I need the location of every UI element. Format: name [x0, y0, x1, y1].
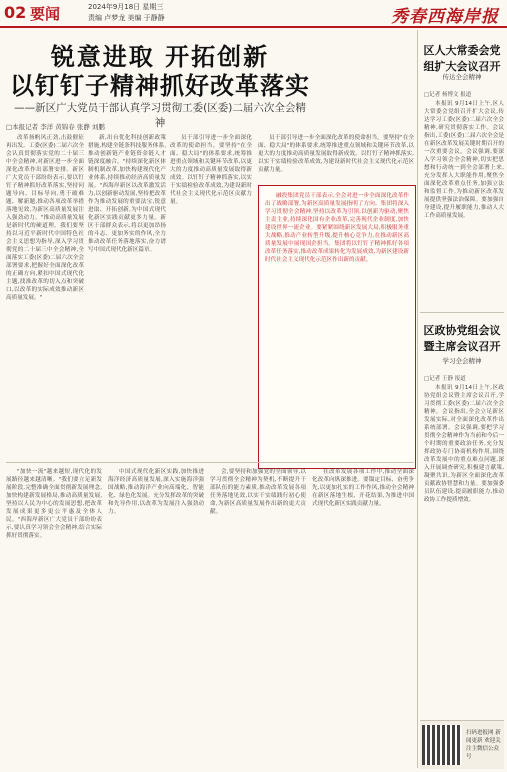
- qr-promo: [420, 720, 504, 769]
- main-headline-line2: 以钉钉子精神抓好改革落实: [10, 72, 310, 100]
- side-article-2-title: 区政协党组会议暨主席会议召开: [423, 324, 501, 353]
- article-column-3: [170, 134, 252, 452]
- article-bottom-col-4: 在改革发展各项工作中,推动全面深化改革向纵深推进。要锚定目标、奋勇争先,以更加扎实的工作作风,推动全会精神在新区落地生根、开花结果,为推进中国式现代化新区实践贡献力量。: [312, 469, 414, 507]
- side-article-1-subtitle: 传达全会精神: [442, 73, 482, 81]
- article-bottom-col-3: 会,要坚持和加强党的全面领导,以学习贯彻全会精神为契机,不断提升干部队伍的能力素质,推动改革发展各项任务落地见效,以实干实绩践行初心使命,为新区高质量发展作出新的更大贡献。: [210, 469, 306, 515]
- editors-line: 责编 卢梦龙 美编 于静静: [88, 14, 165, 22]
- article-bottom-col-2: 中国式现代化新区实践,加快推进海洋经济高质量发展,深入实施海洋强国战略,推动海洋产业向高端化、智能化、绿色化发展。充分发挥改革的突破和先导作用,以改革为发展注入强劲动力。: [108, 469, 204, 515]
- page-number: 02: [4, 3, 27, 22]
- page-header: [0, 0, 507, 28]
- side-article-2-subtitle: 学习全会精神: [442, 357, 482, 365]
- issue-date: 2024年9月18日 星期三: [88, 3, 164, 11]
- article-column-2: [88, 134, 166, 452]
- side-article-1-body: 本报讯 9月14日上午,区人大常委会党组召开扩大会议,传达学习工委(区委)二届六次全会精神,研究贯彻落实工作。会议指出,工委(区委)二届六次全会是在新区改革发展关键时期召开的一次重要会议。会议强调,要深入学习领会全会精神,切实把思想和行动统一到全会部署上来,充分发挥人大职能作用,聚焦全面深化改革重点任务,加强立法和监督工作,为推动新区改革发展提供坚强法治保障。要加强自身建设,提升履职能力,推动人大工作高质量发展。: [424, 101, 504, 219]
- qr-promo-text: 扫码进报网 新闻更新 欢迎关注主微信公众号: [466, 730, 501, 760]
- highlight-box: [258, 185, 416, 469]
- article-column-1: [6, 134, 84, 452]
- side-article-1-byline: □记者 杨博文 报道: [424, 92, 472, 98]
- section-name: 要闻: [30, 5, 61, 23]
- divider: [420, 312, 504, 313]
- main-headline-line1: 锐意进取 开拓创新: [50, 43, 270, 71]
- column-1-text: 改革扬帆风正劲,击鼓催征再出发。工委(区委)二届六次全会认真贯彻落实党的二十届三中全会精神,对新区进一步全面深化改革作出部署安排。新区广大党员干部纷纷表示,要以钉钉子精神抓好改革落实,坚持问题导向、目标导向,勇于破难题、解新题,推动各项改革举措落地见效,为新区高质量发展注入强劲动力。"推动高质量发展是新时代的硬道理。我们要坚持以习近平新时代中国特色社会主义思想为指导,深入学习贯彻党的二十届三中全会精神,全面落实工委(区委)二届六次全会部署要求,把握好全面深化改革的正确方向,紧扣中国式现代化主题,找准改革的切入点和突破口,以改革的实际成效推动新区高质量发展。": [6, 135, 84, 301]
- qr-code-icon[interactable]: [422, 725, 462, 765]
- column-3-text: 员干部引导进一步全面深化改革的使命担当。要坚持"在全面、稳大局"的体系要求,统筹推进重点领域和关键环节改革,以更大的力度推动高质量发展取得新成效。以钉钉子精神抓落实,以实干实绩检验改革成效,为建设新时代社会主义现代化示范区贡献力量。: [170, 135, 252, 205]
- newspaper-masthead: 秀春西海岸报: [391, 7, 499, 27]
- column-divider: [417, 30, 418, 768]
- article-column-4-top: [258, 134, 414, 182]
- side-article-2-byline: □记者 王静 报道: [424, 376, 466, 382]
- divider: [6, 462, 414, 463]
- side-article-1-title: 区人大常委会党组扩大会议召开: [423, 44, 501, 73]
- main-byline: □本报记者 李洋 黄锦春 张静 刘鹏: [6, 123, 105, 131]
- column-4-top-text: 员干部引导进一步全面深化改革的使命担当。要坚持"在全面、稳大局"的体系要求,统筹推进重点领域和关键环节改革,以更大的力度推动高质量发展取得新成效。以钉钉子精神抓落实,以实干实绩检验改革成效,为建设新时代社会主义现代化示范区贡献力量。: [258, 135, 414, 173]
- highlight-box-text: 融投集团党员干部表示,全会对进一步全面深化改革作出了战略部署,为新区高质量发展指明了方向。集团将深入学习贯彻全会精神,坚持以改革为引领,以创新为驱动,聚焦主责主业,持续深化国有企业改革,完善现代企业制度,加快建设世界一流企业。要紧紧围绕新区发展大局,积极服务重大战略,推动产业转型升级,提升核心竞争力,在推动新区高质量发展中展现国企担当。集团将以钉钉子精神抓好各项改革任务落实,推动改革成果转化为发展成效,为新区建设新时代社会主义现代化示范区作出新的贡献。: [265, 193, 409, 263]
- column-2-text: 新,出台优化科技创新政策措施,构建全链条科技服务体系,推动创新链产业链资金链人才链深度融合。"持续深化新区体制机制改革,加快构建现代化产业体系,持续推动经济高质量发展。"西海岸新区以改革激发活力,以创新驱动发展,坚持把改革作为推动发展的重要法宝,锐意进取、开拓创新,为中国式现代化新区实践贡献更多力量。新区干部群众表示,将以更加昂扬的斗志、更加务实的作风,全力推动改革任务落地落实,奋力谱写中国式现代化新区篇章。: [88, 135, 166, 253]
- main-subtitle: ——新区广大党员干部认真学习贯彻工委(区委)二届六次全会精神: [14, 102, 306, 129]
- side-article-2-body: 本报讯 9月14日上午,区政协党组会议暨主席会议召开,学习贯彻工委(区委)二届六次全会精神。会议指出,全会立足新区发展实际,对全面深化改革作出系统部署。会议强调,要把学习贯彻全会精神作为当前和今后一个时期的重要政治任务,充分发挥政协专门协商机构作用,围绕改革发展中的重点难点问题,深入开展调查研究,积极建言献策,凝聚共识,为新区全面深化改革贡献政协智慧和力量。要加强委员队伍建设,提高履职能力,推动政协工作提质增效。: [424, 385, 504, 503]
- article-bottom-col-1: "加快一流"越来越短,现代化的发展路径越来越清晰。"我们要立足新发展阶段,完整准确全面贯彻新发展理念,加快构建新发展格局,推动高质量发展,坚持以人民为中心的发展思想,把改革发展成果更多更公平惠及全体人民。"西海岸新区广大党员干部纷纷表示,要认真学习领会全会精神,结合实际抓好贯彻落实。: [6, 469, 102, 539]
